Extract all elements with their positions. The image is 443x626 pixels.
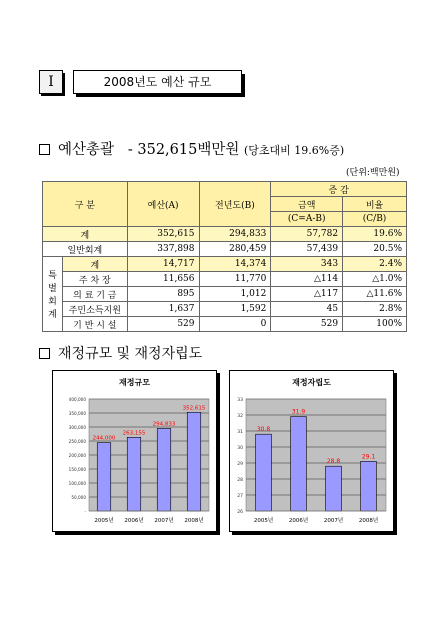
header-prev: 전년도(B) — [199, 182, 271, 227]
y-tick-label: 250,000 — [68, 439, 86, 444]
x-tick-label: 2008년 — [184, 518, 204, 524]
y-tick-label: 400,000 — [68, 397, 86, 402]
bar — [127, 437, 141, 511]
y-tick-label: 150,000 — [68, 467, 86, 472]
section-number: Ⅰ — [39, 70, 63, 94]
bar-value-label: 31.9 — [291, 408, 306, 416]
y-tick-label: 100,000 — [68, 481, 86, 486]
header-ratio: 비율 — [343, 197, 407, 212]
bar-value-label: 352,615 — [182, 405, 206, 412]
y-tick-label: 28 — [237, 478, 243, 483]
summary-label: 예산총괄 — [58, 142, 115, 158]
y-tick-label: 32 — [237, 414, 243, 419]
chart-fiscal-size — [52, 370, 217, 532]
bar — [256, 434, 272, 511]
table-row: 일반회계 337,898 280,459 57,439 20.5% — [43, 242, 407, 257]
table-row: 주민소득지원 1,637 1,592 45 2.8% — [43, 302, 407, 317]
x-tick-label: 2007년 — [154, 518, 174, 524]
bar-value-label: 244,000 — [92, 435, 116, 442]
budget-summary — [39, 138, 344, 159]
budget-table — [42, 181, 407, 332]
bar — [157, 428, 171, 511]
y-tick-label: 300,000 — [68, 425, 86, 430]
chart-fiscal-independence — [229, 370, 394, 532]
square-bullet-icon — [39, 144, 50, 155]
table-row: 의 료 기 금 895 1,012 △117 △11.6% — [43, 287, 407, 302]
bar — [187, 412, 201, 511]
y-tick-label: 26 — [237, 510, 243, 515]
section-header — [39, 70, 242, 96]
y-tick-label: 29 — [237, 462, 243, 467]
y-tick-label: 50,000 — [71, 495, 86, 500]
chart-title: 재정규모 — [119, 378, 150, 387]
summary-note: (당초대비 19.6%증) — [243, 144, 345, 157]
x-tick-label: 2005년 — [94, 518, 114, 524]
header-budget: 예산(A) — [127, 182, 199, 227]
header-amount-sub: (C=A-B) — [271, 212, 343, 227]
x-tick-label: 2008년 — [358, 518, 379, 524]
bar — [361, 461, 377, 511]
section-title: 2008년도 예산 규모 — [73, 70, 242, 94]
y-tick-label: 350,000 — [68, 411, 86, 416]
table-row: 계 352,615 294,833 57,782 19.6% — [43, 227, 407, 242]
bar-value-label: 294,833 — [152, 421, 176, 428]
x-tick-label: 2006년 — [288, 518, 309, 524]
x-tick-label: 2007년 — [323, 518, 344, 524]
bar-value-label: 263,155 — [122, 430, 146, 437]
bar-value-label: 29.1 — [361, 453, 376, 461]
y-tick-label: 31 — [237, 430, 243, 435]
bar-value-label: 28.8 — [326, 458, 341, 466]
chart-fiscal-size-svg — [53, 371, 216, 531]
chart-title: 재정자립도 — [292, 378, 331, 387]
unit-note: (단위:백만원) — [346, 168, 400, 178]
y-tick-label: 30 — [237, 446, 243, 451]
y-tick-label: - — [84, 509, 86, 514]
bar — [326, 466, 342, 511]
table-row: 기 반 시 설 529 0 529 100% — [43, 317, 407, 332]
header-change: 증 감 — [271, 182, 407, 197]
header-ratio-sub: (C/B) — [343, 212, 407, 227]
x-tick-label: 2006년 — [124, 518, 144, 524]
table-row: 주 차 장 11,656 11,770 △114 △1.0% — [43, 272, 407, 287]
y-tick-label: 33 — [237, 398, 243, 403]
chart-fiscal-independence-svg — [230, 371, 393, 531]
bar — [291, 417, 307, 511]
y-tick-label: 27 — [237, 494, 243, 499]
header-amount: 금액 — [271, 197, 343, 212]
summary-dash: - — [127, 142, 133, 158]
bar — [97, 443, 111, 511]
table-row: 특별 회계 계 14,717 14,374 343 2.4% — [43, 257, 407, 272]
y-tick-label: 200,000 — [68, 453, 86, 458]
special-account-label: 특별 회계 — [43, 257, 63, 332]
header-gubun: 구 분 — [43, 182, 128, 227]
x-tick-label: 2005년 — [253, 518, 274, 524]
section2-heading: 재정규모 및 재정자립도 — [39, 343, 202, 363]
square-bullet-icon — [39, 348, 50, 359]
bar-value-label: 30.8 — [256, 426, 271, 434]
summary-amount: 352,615백만원 — [137, 142, 240, 158]
table-header-row — [43, 182, 407, 197]
